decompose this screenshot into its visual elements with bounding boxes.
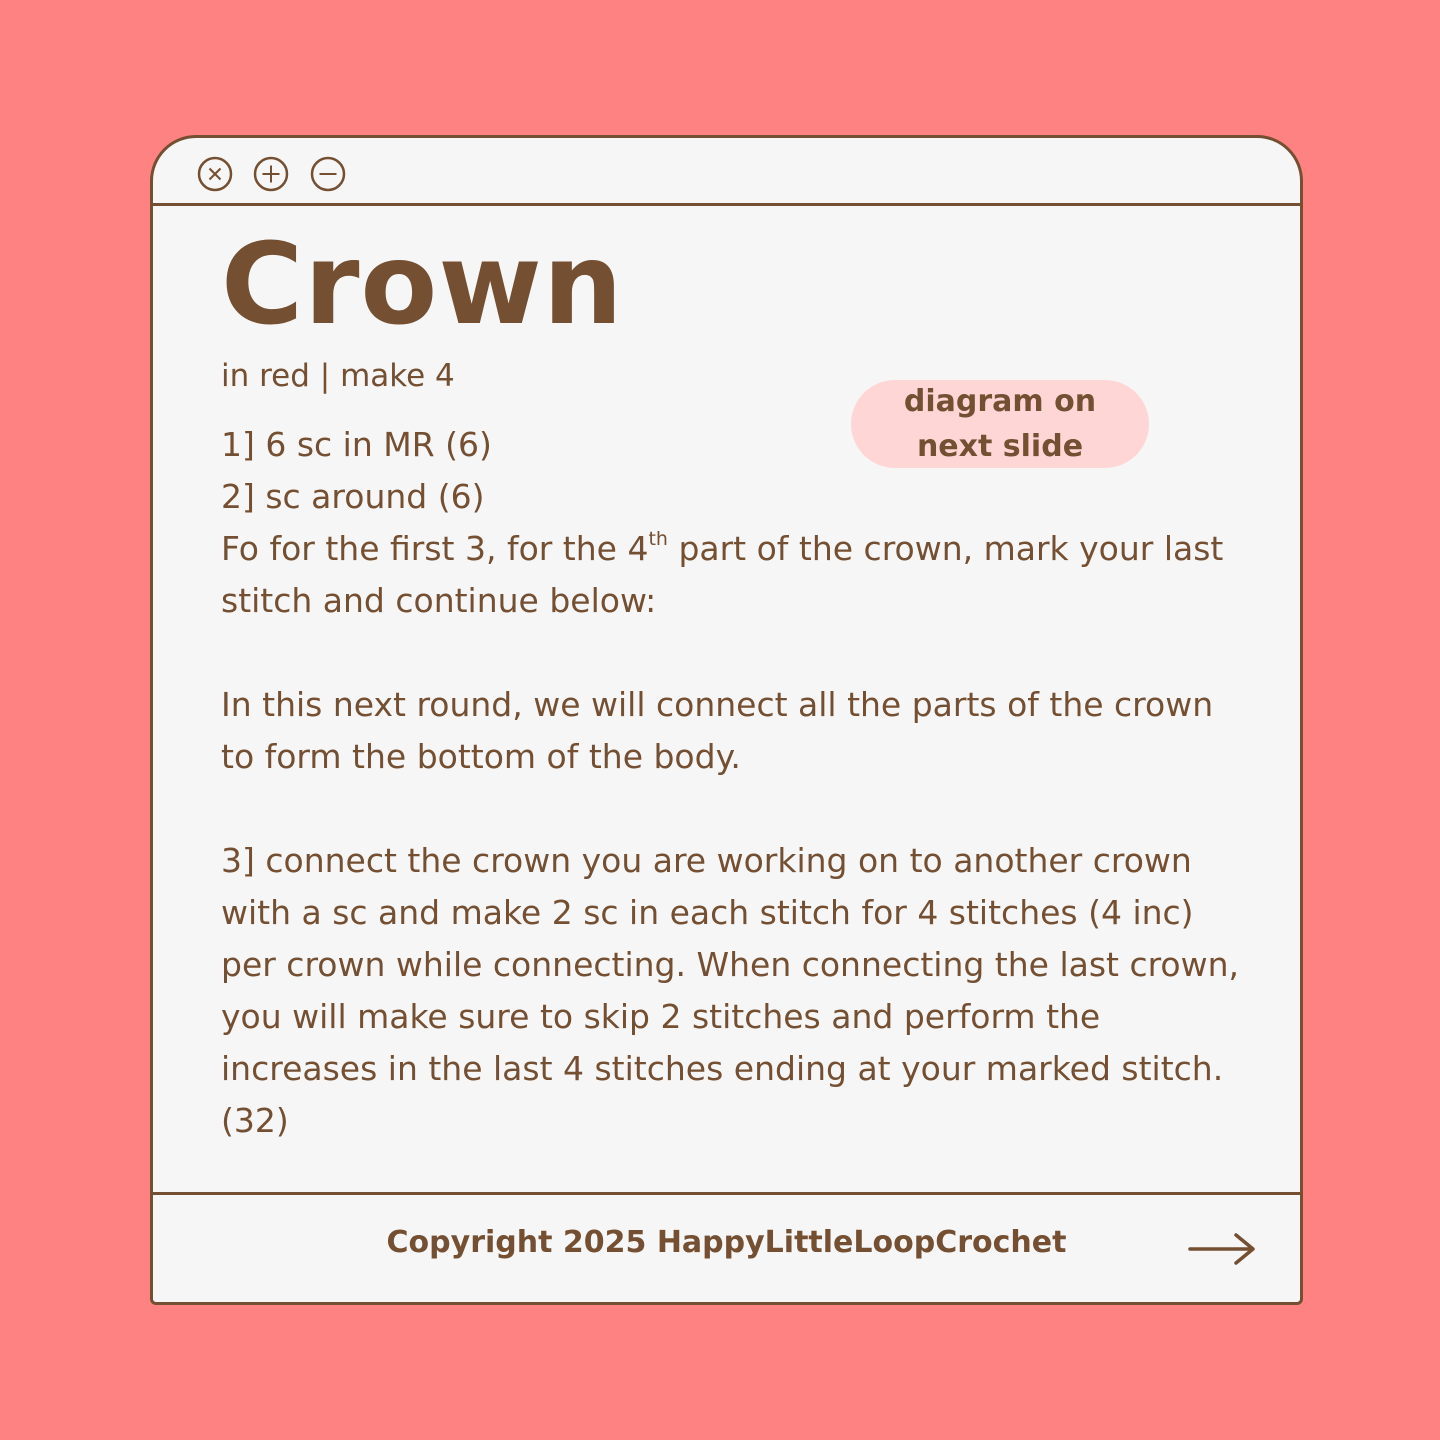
copyright-text: Copyright 2025 HappyLittleLoopCrochet	[386, 1225, 1067, 1260]
content-area	[221, 206, 1260, 1194]
plus-icon[interactable]	[253, 156, 289, 192]
fasten-off-text-2: part of the crown, mark your last stitch and continue below:	[221, 529, 1224, 620]
round-1: 1] 6 sc in MR (6)	[221, 425, 492, 464]
badge-line-2: next slide	[916, 429, 1084, 464]
arrow-right-icon[interactable]	[1188, 1229, 1258, 1269]
minus-icon[interactable]	[310, 156, 346, 192]
title-bar	[153, 138, 1300, 206]
ordinal-suffix: th	[648, 528, 668, 550]
window	[150, 135, 1303, 1305]
subtitle: in red | make 4	[221, 358, 455, 394]
close-icon[interactable]	[197, 156, 233, 192]
fasten-off-note	[221, 523, 1241, 627]
badge-line-1: diagram on	[903, 384, 1097, 419]
footer	[153, 1192, 1300, 1302]
page-title: Crown	[221, 220, 624, 350]
fasten-off-text-1: Fo for the first 3, for the 4	[221, 529, 649, 568]
round-3: 3] connect the crown you are working on to another crown with a sc and make 2 sc in each stitch for 4 stitches (4 inc) per crown while connecting. When connecting the last crown, you will make sure to skip 2 stitches and perform the increases in the last 4 stitches ending at your marked stitch. (32)	[221, 841, 1240, 1140]
connect-note: In this next round, we will connect all the parts of the crown to form the bottom of the body.	[221, 685, 1214, 776]
round-2: 2] sc around (6)	[221, 477, 485, 516]
instructions	[221, 419, 1241, 1147]
